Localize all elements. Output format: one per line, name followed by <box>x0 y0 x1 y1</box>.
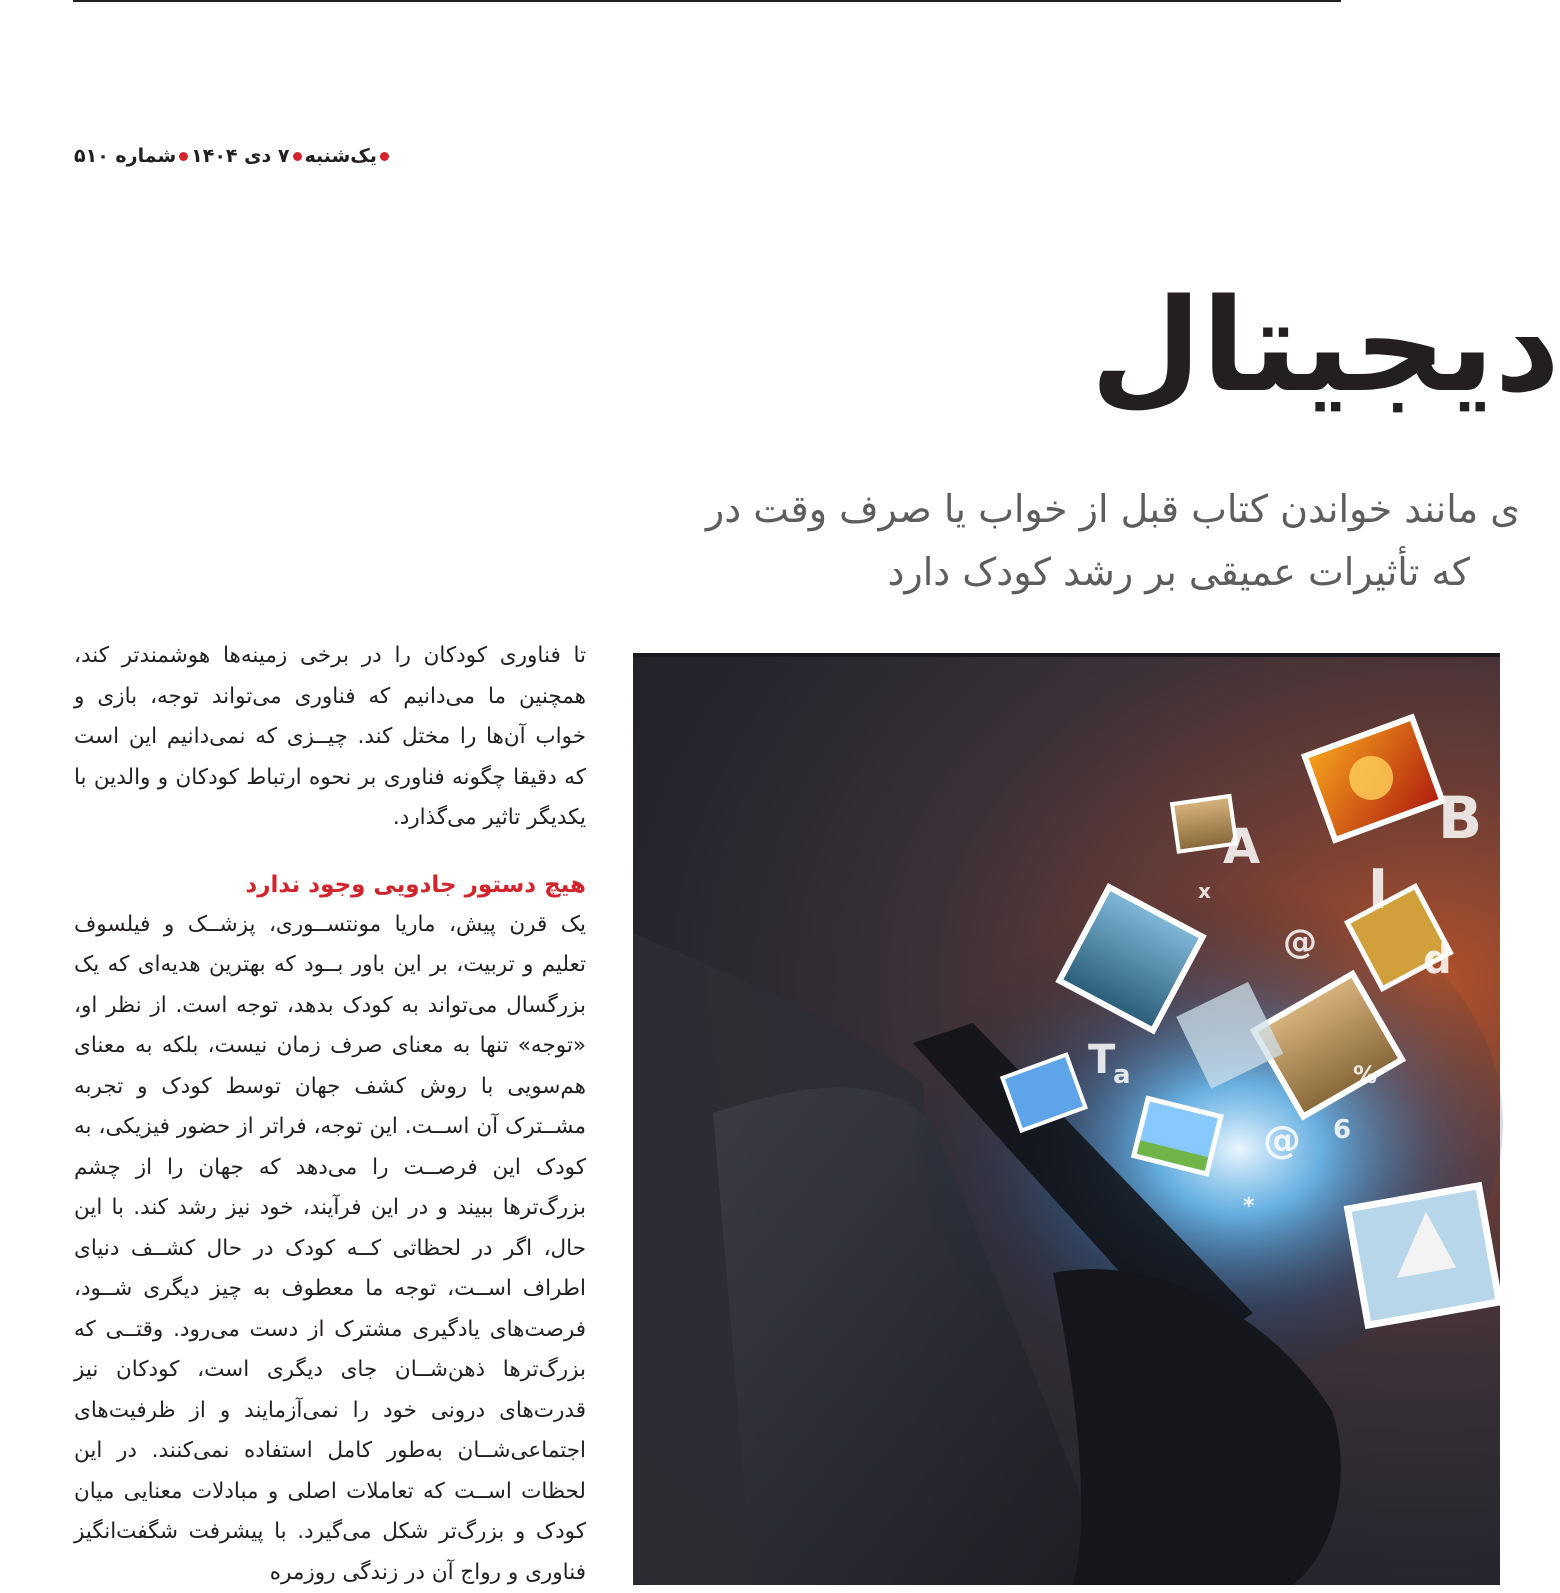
deck-line-2: که تأثیرات عمیقی بر رشد کودک دارد <box>700 541 1470 604</box>
headline <box>1060 262 1500 442</box>
svg-text:B: B <box>1438 784 1482 852</box>
svg-text:@: @ <box>1263 1118 1301 1162</box>
issue-date: ۷ دی ۱۴۰۴ <box>191 145 289 167</box>
svg-text:I: I <box>1368 858 1388 921</box>
top-rule <box>73 0 1341 2</box>
issue-info <box>74 145 414 167</box>
svg-text:%: % <box>1353 1061 1377 1089</box>
svg-text:A: A <box>1223 819 1260 875</box>
issue-day: یک‌شنبه <box>305 145 377 167</box>
issue-number: شماره ۵۱۰ <box>74 145 176 167</box>
svg-text:d: d <box>1423 937 1452 983</box>
bullet-dot-icon <box>179 152 188 161</box>
bullet-dot-icon <box>380 152 389 161</box>
article-photo <box>633 653 1500 1585</box>
svg-text:6: 6 <box>1333 1115 1351 1145</box>
article-column <box>74 636 586 1585</box>
tablet-with-floating-photos-image <box>633 653 1500 1585</box>
photo-top-border <box>633 653 1500 657</box>
svg-text:x: x <box>1198 879 1211 903</box>
bullet-dot-icon <box>293 152 302 161</box>
article-body: یک قرن پیش، ماریا مونتســوری، پزشــک و فیلسوف تعلیم و تربیت، بر این باور بــود که بهترین هدیه‌ای که یک بزرگسال می‌تواند به کودک بدهد، توجه است. از نظر او، «توجه» تنها به معنای صرف زمان نیست، بلکه به معنای هم‌سویی با روش کشف جهان توسط کودک و تجربه مشــترک آن اســت. این توجه، فراتر از حضور فیزیکی، به کودک این فرصــت را می‌دهد که جهان را از چشم بزرگ‌ترها ببیند و در این فرآیند، خود نیز رشد کند. با این حال، اگر در لحظاتی کــه کودک در حال کشــف دنیای اطراف اســت، توجه ما معطوف به چیز دیگری شــود، فرصت‌های یادگیری مشترک از دست می‌رود. وقتــی که بزرگ‌ترها ذهن‌شــان جای دیگری است، کودکان نیز قدرت‌های درونی خود را نمی‌آزمایند و از ظرفیت‌های اجتماعی‌شــان به‌طور کامل استفاده نمی‌کنند. در این لحظات اســت که تعاملات اصلی و مبادلات معنایی میان کودک و بزرگ‌تر شکل می‌گیرد. با پیشرفت شگفت‌انگیز فناوری و رواج آن در زندگی روزمره <box>74 905 586 1593</box>
svg-text:a: a <box>1113 1060 1131 1090</box>
article-intro: تا فناوری کودکان را در برخی زمینه‌ها هوشمندتر کند، همچنین ما می‌دانیم که فناوری می‌تواند توجه، بازی و خواب آن‌ها را مختل کند. چیــزی که نمی‌دانیم این است که دقیقا چگونه فناوری بر نحوه ارتباط کودکان و والدین با یکدیگر تاثیر می‌گذارد. <box>74 636 586 839</box>
deck <box>700 478 1500 608</box>
headline-text: دیجیتال <box>1090 262 1560 432</box>
svg-text:@: @ <box>1283 922 1317 962</box>
svg-text:*: * <box>1243 1194 1255 1219</box>
article-subheading: هیچ دستور جادویی وجود ندارد <box>74 865 586 905</box>
deck-line-1: ی مانند خواندن کتاب قبل از خواب یا صرف وقت در <box>700 478 1520 541</box>
svg-text:T: T <box>1088 1037 1116 1083</box>
